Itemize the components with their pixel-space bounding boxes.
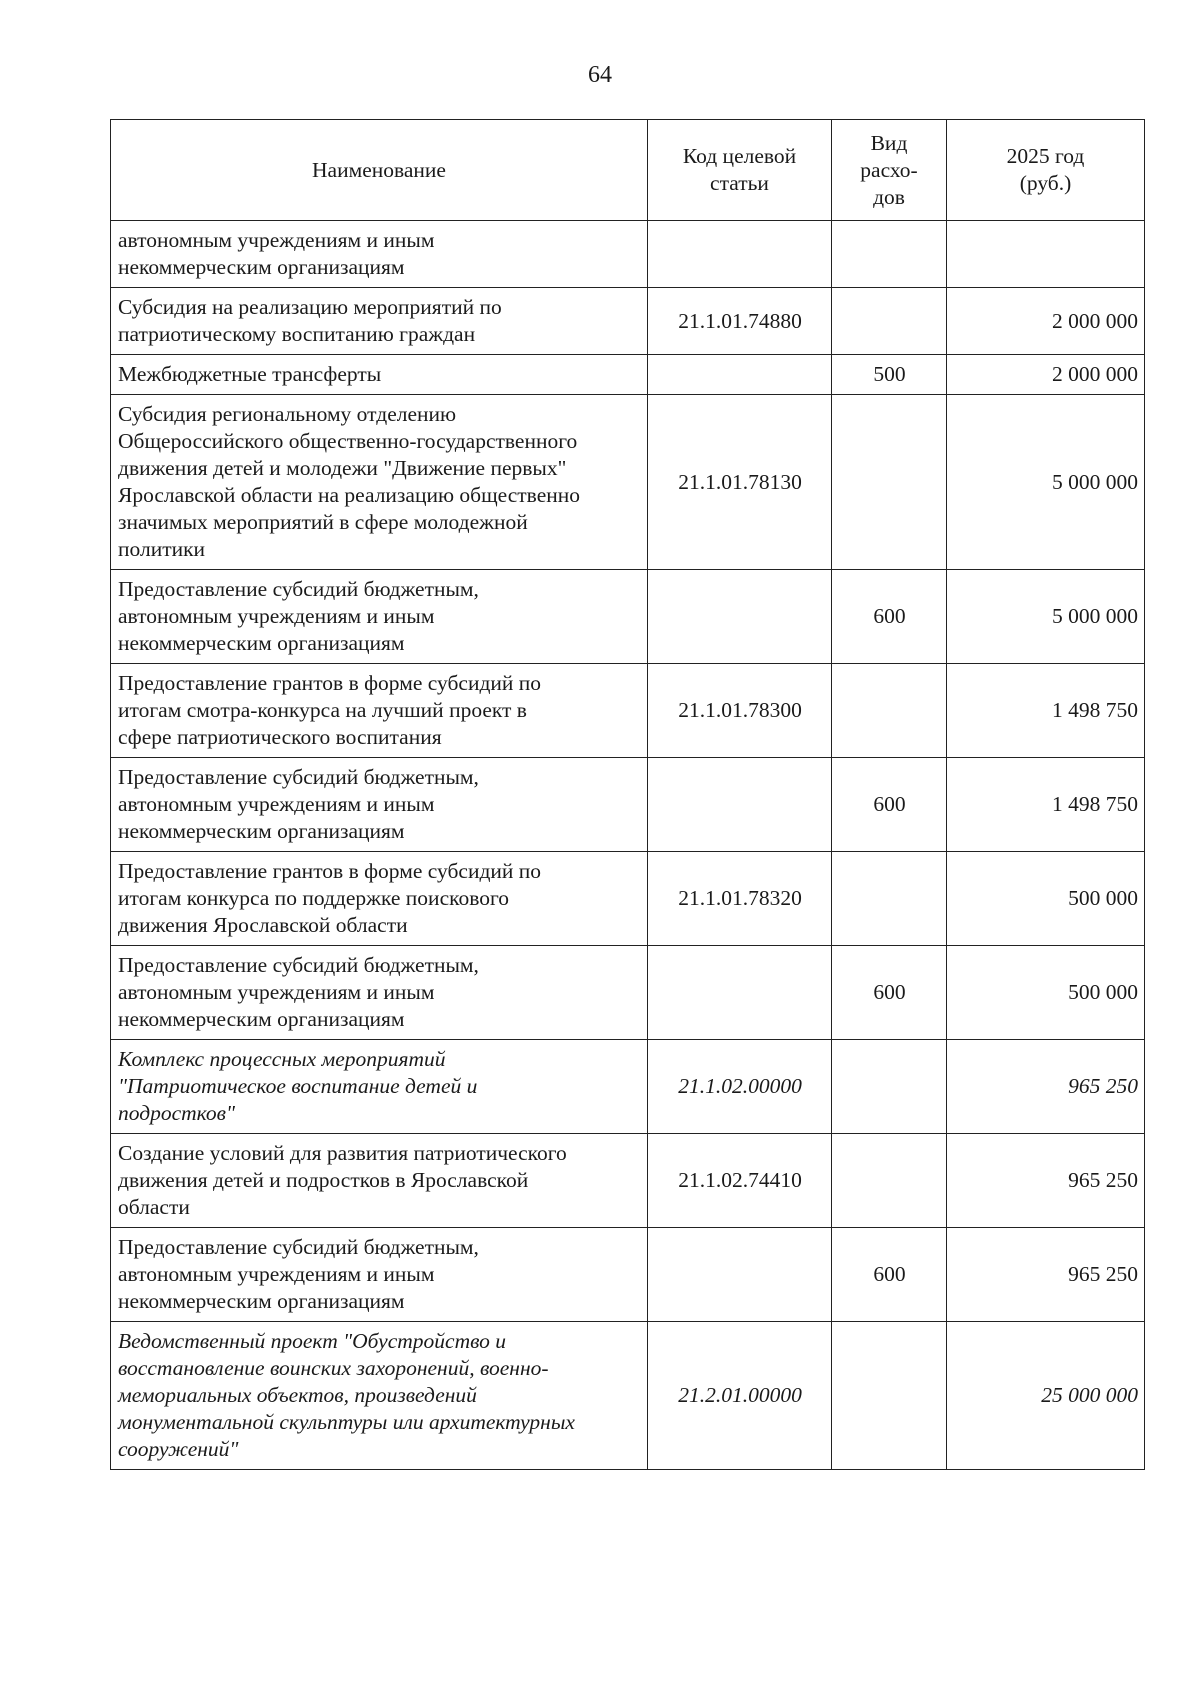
cell-name-line: Субсидия региональному отделению xyxy=(118,402,457,426)
table-row xyxy=(111,1134,1145,1228)
cell-sum: 5 000 000 xyxy=(947,570,1145,664)
cell-name-line: "Патриотическое воспитание детей и xyxy=(118,1074,478,1098)
cell-name-line: политики xyxy=(118,537,206,561)
table-body xyxy=(111,221,1145,1470)
cell-code: 21.1.02.00000 xyxy=(648,1040,832,1134)
header-sum-line: (руб.) xyxy=(1019,171,1072,195)
header-sum xyxy=(947,120,1145,221)
cell-name-line: некоммерческим организациям xyxy=(118,1007,405,1031)
table-row xyxy=(111,1322,1145,1470)
cell-sum: 25 000 000 xyxy=(947,1322,1145,1470)
cell-name xyxy=(111,1322,648,1470)
cell-name-line: Предоставление субсидий бюджетным, xyxy=(118,765,479,789)
table-row xyxy=(111,758,1145,852)
cell-name xyxy=(111,758,648,852)
cell-sum: 965 250 xyxy=(947,1228,1145,1322)
cell-kind: 500 xyxy=(832,355,947,395)
header-kind-line: расхо- xyxy=(860,157,918,182)
cell-kind: 600 xyxy=(832,1228,947,1322)
table-row xyxy=(111,288,1145,355)
cell-name-line: Предоставление грантов в форме субсидий по xyxy=(118,671,542,695)
header-row xyxy=(111,120,1145,221)
cell-name-line: движения детей и молодежи "Движение первых" xyxy=(118,456,567,480)
cell-code: 21.1.01.74880 xyxy=(648,288,832,355)
cell-kind xyxy=(832,395,947,570)
cell-code xyxy=(648,355,832,395)
cell-code: 21.1.01.78300 xyxy=(648,664,832,758)
cell-name-line: монументальной скульптуры или архитектурных xyxy=(118,1410,575,1434)
cell-code xyxy=(648,221,832,288)
cell-name-line: подростков" xyxy=(118,1101,236,1125)
cell-kind xyxy=(832,1134,947,1228)
cell-name xyxy=(111,395,648,570)
cell-name-line: восстановление воинских захоронений, военно- xyxy=(118,1356,549,1380)
table-row xyxy=(111,664,1145,758)
cell-name-line: итогам конкурса по поддержке поискового xyxy=(118,886,509,910)
cell-name-line: Ведомственный проект "Обустройство и xyxy=(118,1329,507,1353)
table-row xyxy=(111,570,1145,664)
cell-name-line: автономным учреждениям и иным xyxy=(118,792,435,816)
header-name xyxy=(111,120,648,221)
cell-sum: 1 498 750 xyxy=(947,664,1145,758)
header-code-line: Код целевой xyxy=(682,144,797,168)
cell-sum xyxy=(947,221,1145,288)
cell-name-line: области xyxy=(118,1195,190,1219)
cell-name-line: автономным учреждениям и иным xyxy=(118,1262,435,1286)
cell-sum: 1 498 750 xyxy=(947,758,1145,852)
cell-name-line: Предоставление грантов в форме субсидий по xyxy=(118,859,542,883)
cell-name xyxy=(111,355,648,395)
cell-kind xyxy=(832,852,947,946)
cell-kind: 600 xyxy=(832,758,947,852)
budget-table xyxy=(110,119,1145,1470)
table-row xyxy=(111,395,1145,570)
cell-code xyxy=(648,1228,832,1322)
cell-code xyxy=(648,946,832,1040)
cell-name-line: движения детей и подростков в Ярославской xyxy=(118,1168,529,1192)
cell-name-line: Субсидия на реализацию мероприятий по xyxy=(118,295,502,319)
header-name-text: Наименование xyxy=(312,157,446,182)
cell-name-line: значимых мероприятий в сфере молодежной xyxy=(118,510,528,534)
header-code-line: статьи xyxy=(710,171,769,195)
cell-code: 21.2.01.00000 xyxy=(648,1322,832,1470)
cell-name-line: движения Ярославской области xyxy=(118,913,408,937)
cell-name xyxy=(111,664,648,758)
cell-name-line: патриотическому воспитанию граждан xyxy=(118,322,476,346)
header-code xyxy=(648,120,832,221)
cell-name-line: сфере патриотического воспитания xyxy=(118,725,442,749)
cell-sum: 965 250 xyxy=(947,1134,1145,1228)
cell-sum: 965 250 xyxy=(947,1040,1145,1134)
cell-name-line: некоммерческим организациям xyxy=(118,1289,405,1313)
cell-name xyxy=(111,946,648,1040)
cell-name xyxy=(111,288,648,355)
table-row xyxy=(111,946,1145,1040)
table-row xyxy=(111,852,1145,946)
cell-name-line: Предоставление субсидий бюджетным, xyxy=(118,953,479,977)
cell-code: 21.1.02.74410 xyxy=(648,1134,832,1228)
cell-name xyxy=(111,570,648,664)
cell-name-line: итогам смотра-конкурса на лучший проект в xyxy=(118,698,527,722)
cell-code xyxy=(648,570,832,664)
header-sum-line: 2025 год xyxy=(1006,144,1085,168)
table-header xyxy=(111,120,1145,221)
cell-kind: 600 xyxy=(832,570,947,664)
cell-sum: 500 000 xyxy=(947,946,1145,1040)
cell-name-line: сооружений" xyxy=(118,1437,239,1461)
cell-name-line: Предоставление субсидий бюджетным, xyxy=(118,1235,479,1259)
cell-code xyxy=(648,758,832,852)
page-number: 64 xyxy=(588,62,612,88)
cell-name-line: некоммерческим организациям xyxy=(118,819,405,843)
cell-name-line: некоммерческим организациям xyxy=(118,631,405,655)
cell-sum: 2 000 000 xyxy=(947,288,1145,355)
table-row xyxy=(111,221,1145,288)
cell-kind xyxy=(832,221,947,288)
cell-code: 21.1.01.78130 xyxy=(648,395,832,570)
cell-name-line: автономным учреждениям и иным xyxy=(118,604,435,628)
table-row xyxy=(111,1228,1145,1322)
cell-name xyxy=(111,852,648,946)
cell-name-line: Общероссийского общественно-государственного xyxy=(118,429,578,453)
cell-name-line: Межбюджетные трансферты xyxy=(118,362,382,386)
cell-sum: 500 000 xyxy=(947,852,1145,946)
cell-name xyxy=(111,221,648,288)
cell-kind xyxy=(832,288,947,355)
cell-name-line: Ярославской области на реализацию общественно xyxy=(118,483,581,507)
header-kind-line: Вид xyxy=(870,130,908,155)
cell-name-line: мемориальных объектов, произведений xyxy=(118,1383,477,1407)
cell-name-line: автономным учреждениям и иным xyxy=(118,980,435,1004)
cell-name-line: Предоставление субсидий бюджетным, xyxy=(118,577,479,601)
cell-name-line: автономным учреждениям и иным xyxy=(118,228,435,252)
cell-name-line: Комплекс процессных мероприятий xyxy=(118,1047,446,1071)
table-row xyxy=(111,1040,1145,1134)
cell-code: 21.1.01.78320 xyxy=(648,852,832,946)
cell-name xyxy=(111,1040,648,1134)
cell-kind xyxy=(832,1322,947,1470)
cell-name xyxy=(111,1228,648,1322)
header-kind-line: дов xyxy=(873,184,905,209)
cell-name-line: Создание условий для развития патриотического xyxy=(118,1141,567,1165)
cell-name xyxy=(111,1134,648,1228)
cell-kind: 600 xyxy=(832,946,947,1040)
table-row xyxy=(111,355,1145,395)
cell-name-line: некоммерческим организациям xyxy=(118,255,405,279)
cell-kind xyxy=(832,1040,947,1134)
header-kind xyxy=(832,120,947,221)
cell-sum: 5 000 000 xyxy=(947,395,1145,570)
cell-sum: 2 000 000 xyxy=(947,355,1145,395)
cell-kind xyxy=(832,664,947,758)
